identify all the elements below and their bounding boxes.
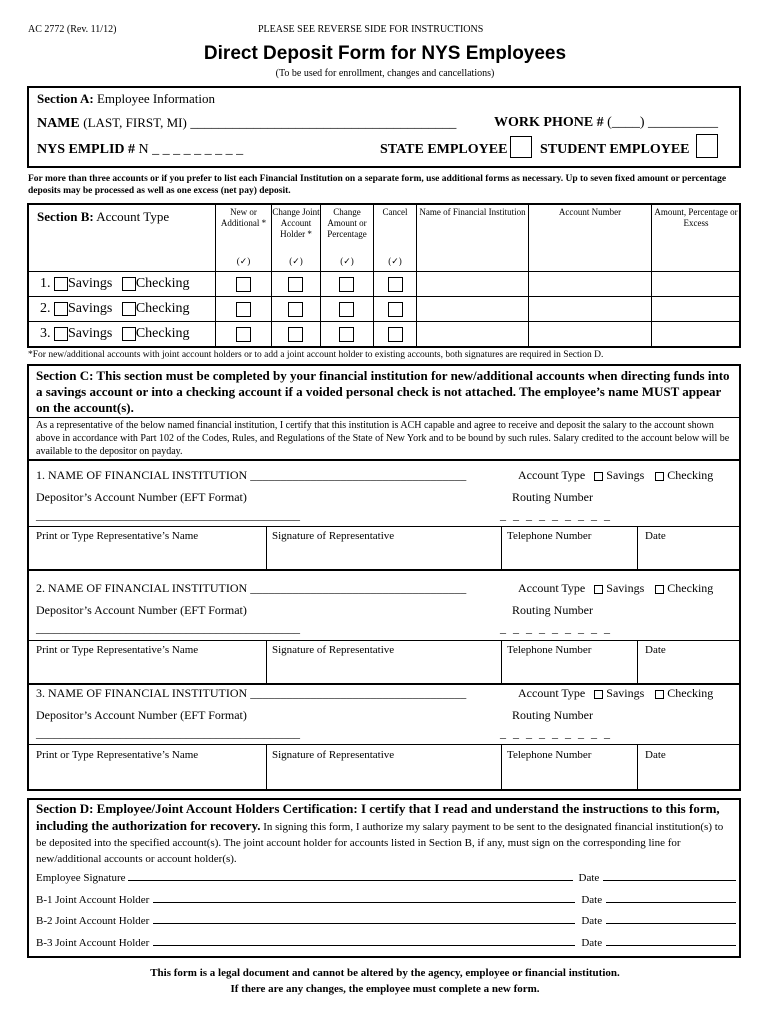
routing-number-field[interactable]: _ _ _ _ _ _ _ _ _	[500, 508, 612, 522]
savings-checkbox[interactable]	[594, 690, 603, 699]
checking-checkbox[interactable]	[655, 472, 664, 481]
change-amount-checkbox-3[interactable]	[339, 327, 354, 342]
joint-holder-2-date-field[interactable]	[606, 915, 736, 924]
cancel-checkbox-1[interactable]	[388, 277, 403, 292]
change-joint-checkbox-3[interactable]	[288, 327, 303, 342]
intro-note: For more than three accounts or if you prefer to list each Financial Institution on a separate form, use additional forms as necessary. Up to seven fixed amount or percentage deposits may be processed as well as one excess (net pay) deposit.	[28, 174, 727, 196]
change-joint-checkbox-2[interactable]	[288, 302, 303, 317]
table-row: 2. Savings Checking	[40, 301, 190, 316]
section-c-certification: As a representative of the below named financial institution, I certify that this institution is ACH capable and agree to receive and deposit the salary to the account shown above in accordance with Part 102 of the Codes, Rules, and Regulations of the State of New York and to be bound by such rules. Salary credited to the account below will be available to the depositor on payday.	[36, 420, 730, 457]
col-institution-name: Name of Financial Institution	[419, 207, 526, 217]
joint-holder-3-date-field[interactable]	[606, 937, 736, 946]
section-b-footnote: *For new/additional accounts with joint account holders or to add a joint account holder to existing accounts, both signatures are required in Section D.	[28, 350, 604, 360]
joint-holder-row: B-1 Joint Account Holder Date	[36, 894, 736, 906]
rep-signature-field[interactable]: Signature of Representative	[272, 644, 395, 656]
check-mark-hint: (✓)	[388, 256, 402, 266]
emplid-row: NYS EMPLID # N _ _ _ _ _ _ _ _ _	[37, 142, 244, 157]
col-cancel: Cancel	[382, 207, 408, 217]
check-mark-hint: (✓)	[236, 256, 251, 266]
rep-signature-field[interactable]: Signature of Representative	[272, 749, 395, 761]
account-type-row: Account Type Savings Checking	[518, 581, 714, 595]
check-mark-hint: (✓)	[289, 256, 303, 266]
student-employee-label: STUDENT EMPLOYEE	[540, 142, 690, 157]
joint-holder-1-date-field[interactable]	[606, 894, 736, 903]
routing-number-field[interactable]: _ _ _ _ _ _ _ _ _	[500, 621, 612, 635]
savings-checkbox[interactable]	[54, 302, 68, 316]
state-employee-label: STATE EMPLOYEE	[380, 142, 508, 157]
table-row: 1. Savings Checking	[40, 276, 190, 291]
date-field[interactable]: Date	[645, 749, 666, 761]
joint-holder-2-signature-field[interactable]	[153, 915, 575, 924]
checking-checkbox[interactable]	[122, 302, 136, 316]
routing-number-label: Routing Number	[512, 708, 593, 722]
section-c-heading: Section C: This section must be completed by your financial institution for new/additional accounts when directing funds into a savings account or into a checking account if a voided personal check is not attached. The employee’s name MUST appear on the account(s).	[36, 368, 730, 415]
account-type-row: Account Type Savings Checking	[518, 468, 714, 482]
depositor-account-label: Depositor’s Account Number (EFT Format)	[36, 490, 247, 504]
joint-holder-row: B-3 Joint Account Holder Date	[36, 937, 736, 949]
footer-legal-note: This form is a legal document and cannot be altered by the agency, employee or financial institution.	[150, 967, 620, 979]
table-row: 3. Savings Checking	[40, 326, 190, 341]
work-phone-row: WORK PHONE # (____) __________	[494, 115, 718, 130]
state-employee-checkbox[interactable]	[510, 136, 532, 158]
institution-name-field[interactable]: 2. NAME OF FINANCIAL INSTITUTION ____________________________________	[36, 581, 467, 595]
emplid-field[interactable]: N _ _ _ _ _ _ _ _ _	[138, 142, 244, 157]
routing-number-label: Routing Number	[512, 490, 593, 504]
section-d-text: Section D: Employee/Joint Account Holders Certification: I certify that I read and understand the instructions to this form, including the authorization for recovery. In signing this form, I authorize my salary payment to be sent to the designated financial institution(s) to be deposited into the specified account(s). The joint account holder for accounts listed in Section B, if any, must sign on the corresponding line for new/additional accounts or account holder(s).	[36, 801, 724, 865]
rep-name-field[interactable]: Print or Type Representative’s Name	[36, 644, 199, 656]
date-field[interactable]: Date	[645, 644, 666, 656]
depositor-account-field[interactable]: ____________________________________________	[36, 726, 300, 740]
page-title: Direct Deposit Form for NYS Employees	[203, 43, 567, 64]
savings-checkbox[interactable]	[54, 277, 68, 291]
routing-number-field[interactable]: _ _ _ _ _ _ _ _ _	[500, 726, 612, 740]
savings-checkbox[interactable]	[594, 585, 603, 594]
employee-signature-field[interactable]	[128, 872, 573, 881]
checking-checkbox[interactable]	[655, 690, 664, 699]
checking-checkbox[interactable]	[122, 327, 136, 341]
institution-name-field[interactable]: 3. NAME OF FINANCIAL INSTITUTION ____________________________________	[36, 686, 467, 700]
cancel-checkbox-2[interactable]	[388, 302, 403, 317]
depositor-account-field[interactable]: ____________________________________________	[36, 621, 300, 635]
section-b-heading: Section B: Account Type	[37, 209, 170, 224]
change-amount-checkbox-1[interactable]	[339, 277, 354, 292]
employee-signature-row: Employee Signature Date	[36, 872, 736, 884]
col-change-joint-holder: Change Joint Account Holder *	[272, 207, 320, 239]
joint-holder-1-signature-field[interactable]	[153, 894, 575, 903]
routing-number-label: Routing Number	[512, 603, 593, 617]
reverse-side-note: PLEASE SEE REVERSE SIDE FOR INSTRUCTIONS	[258, 24, 484, 35]
employee-date-field[interactable]	[603, 872, 736, 881]
account-type-row: Account Type Savings Checking	[518, 686, 714, 700]
joint-holder-3-signature-field[interactable]	[153, 937, 575, 946]
checking-checkbox[interactable]	[655, 585, 664, 594]
work-phone-field[interactable]: (____) __________	[607, 115, 718, 130]
check-mark-hint: (✓)	[340, 256, 354, 266]
depositor-account-label: Depositor’s Account Number (EFT Format)	[36, 603, 247, 617]
telephone-field[interactable]: Telephone Number	[507, 749, 592, 761]
date-field[interactable]: Date	[645, 530, 666, 542]
col-amount: Amount, Percentage or Excess	[654, 207, 738, 228]
savings-checkbox[interactable]	[54, 327, 68, 341]
col-new-or-additional: New or Additional *	[220, 207, 267, 228]
telephone-field[interactable]: Telephone Number	[507, 530, 592, 542]
change-amount-checkbox-2[interactable]	[339, 302, 354, 317]
depositor-account-label: Depositor’s Account Number (EFT Format)	[36, 708, 247, 722]
rep-signature-field[interactable]: Signature of Representative	[272, 530, 395, 542]
footer-change-note: If there are any changes, the employee must complete a new form.	[230, 983, 540, 995]
savings-checkbox[interactable]	[594, 472, 603, 481]
institution-name-field[interactable]: 1. NAME OF FINANCIAL INSTITUTION ____________________________________	[36, 468, 467, 482]
checking-checkbox[interactable]	[122, 277, 136, 291]
change-joint-checkbox-1[interactable]	[288, 277, 303, 292]
rep-name-field[interactable]: Print or Type Representative’s Name	[36, 530, 199, 542]
new-additional-checkbox-2[interactable]	[236, 302, 251, 317]
col-change-amount: Change Amount or Percentage	[327, 207, 367, 239]
col-account-number: Account Number	[558, 207, 622, 217]
form-number: AC 2772 (Rev. 11/12)	[28, 24, 117, 35]
new-additional-checkbox-3[interactable]	[236, 327, 251, 342]
student-employee-checkbox[interactable]	[696, 134, 718, 158]
telephone-field[interactable]: Telephone Number	[507, 644, 592, 656]
name-field[interactable]: ______________________________________	[190, 116, 457, 131]
name-row: NAME (LAST, FIRST, MI) ______________________________________	[37, 115, 457, 131]
page-subtitle: (To be used for enrollment, changes and cancellations)	[275, 68, 495, 79]
cancel-checkbox-3[interactable]	[388, 327, 403, 342]
rep-name-field[interactable]: Print or Type Representative’s Name	[36, 749, 199, 761]
section-a-heading: Section A: Employee Information	[37, 91, 216, 106]
depositor-account-field[interactable]: ____________________________________________	[36, 508, 300, 522]
new-additional-checkbox-1[interactable]	[236, 277, 251, 292]
joint-holder-row: B-2 Joint Account Holder Date	[36, 915, 736, 927]
